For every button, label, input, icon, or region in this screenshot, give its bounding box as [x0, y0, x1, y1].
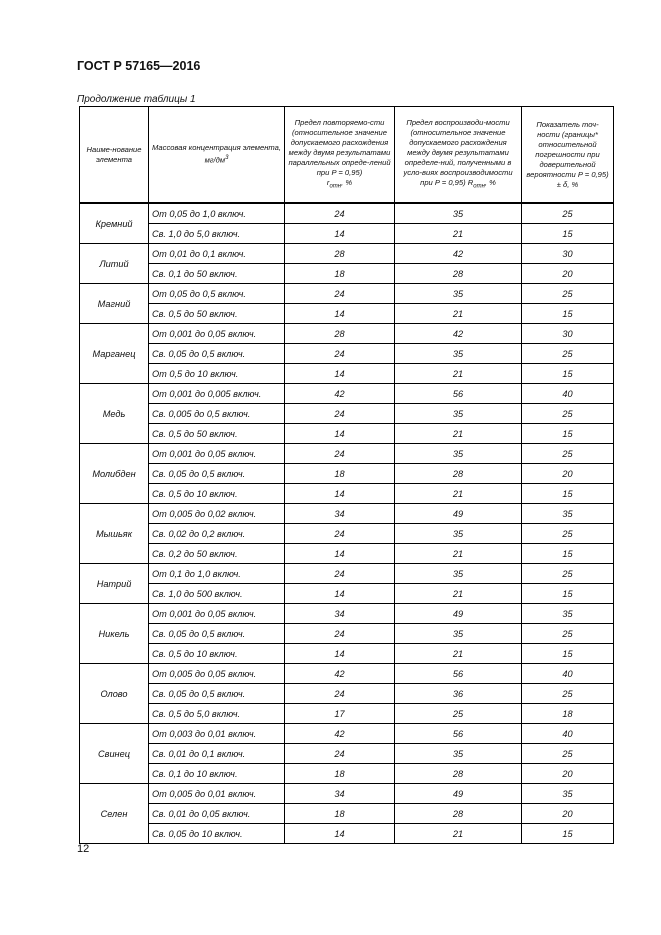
concentration-range-cell: От 0,003 до 0,01 включ. [149, 724, 285, 744]
accuracy-cell: 25 [522, 203, 614, 224]
table-row [80, 244, 614, 264]
reproducibility-cell: 35 [395, 444, 522, 464]
reproducibility-cell: 28 [395, 764, 522, 784]
repeatability-cell: 42 [285, 724, 395, 744]
element-name-cell: Олово [80, 664, 149, 724]
repeatability-cell: 28 [285, 244, 395, 264]
concentration-range-cell: Св. 0,2 до 50 включ. [149, 544, 285, 564]
repeatability-cell: 18 [285, 804, 395, 824]
reproducibility-cell: 49 [395, 784, 522, 804]
element-name-cell: Кремний [80, 203, 149, 244]
accuracy-cell: 15 [522, 364, 614, 384]
concentration-range-cell: Св. 0,01 до 0,1 включ. [149, 744, 285, 764]
accuracy-cell: 15 [522, 424, 614, 444]
concentration-range-cell: Св. 0,5 до 10 включ. [149, 484, 285, 504]
repeatability-cell: 14 [285, 224, 395, 244]
accuracy-cell: 15 [522, 824, 614, 844]
repeatability-cell: 18 [285, 764, 395, 784]
concentration-range-cell: От 0,05 до 1,0 включ. [149, 203, 285, 224]
repeatability-cell: 18 [285, 264, 395, 284]
table-row [80, 764, 614, 784]
table-row [80, 344, 614, 364]
reproducibility-cell: 49 [395, 504, 522, 524]
repeatability-cell: 14 [285, 484, 395, 504]
accuracy-cell: 20 [522, 804, 614, 824]
concentration-range-cell: От 0,001 до 0,05 включ. [149, 324, 285, 344]
accuracy-cell: 15 [522, 584, 614, 604]
reproducibility-cell: 28 [395, 464, 522, 484]
element-name-cell: Магний [80, 284, 149, 324]
table-row [80, 704, 614, 724]
table-row [80, 324, 614, 344]
table-row [80, 564, 614, 584]
concentration-range-cell: Св. 0,05 до 0,5 включ. [149, 684, 285, 704]
accuracy-cell: 18 [522, 704, 614, 724]
concentration-range-cell: Св. 0,1 до 10 включ. [149, 764, 285, 784]
repeatability-cell: 28 [285, 324, 395, 344]
repeatability-cell: 14 [285, 364, 395, 384]
accuracy-cell: 15 [522, 224, 614, 244]
accuracy-cell: 25 [522, 524, 614, 544]
reproducibility-cell: 21 [395, 484, 522, 504]
concentration-range-cell: От 0,001 до 0,05 включ. [149, 444, 285, 464]
repeatability-cell: 24 [285, 684, 395, 704]
accuracy-cell: 20 [522, 464, 614, 484]
reproducibility-cell: 21 [395, 824, 522, 844]
table-row [80, 404, 614, 424]
accuracy-cell: 25 [522, 564, 614, 584]
table-row [80, 524, 614, 544]
table-row [80, 284, 614, 304]
table-row [80, 684, 614, 704]
accuracy-cell: 35 [522, 504, 614, 524]
table-row [80, 824, 614, 844]
concentration-range-cell: Св. 0,5 до 5,0 включ. [149, 704, 285, 724]
concentration-range-cell: Св. 0,05 до 0,5 включ. [149, 624, 285, 644]
reproducibility-cell: 56 [395, 664, 522, 684]
accuracy-cell: 15 [522, 484, 614, 504]
reproducibility-cell: 49 [395, 604, 522, 624]
concentration-range-cell: Св. 0,1 до 50 включ. [149, 264, 285, 284]
element-name-cell: Селен [80, 784, 149, 844]
repeatability-cell: 24 [285, 624, 395, 644]
accuracy-cell: 25 [522, 684, 614, 704]
element-name-cell: Свинец [80, 724, 149, 784]
table-row [80, 664, 614, 684]
accuracy-cell: 30 [522, 244, 614, 264]
table-row [80, 644, 614, 664]
table-row [80, 604, 614, 624]
repeatability-cell: 24 [285, 404, 395, 424]
repeatability-cell: 24 [285, 284, 395, 304]
repeatability-cell: 14 [285, 584, 395, 604]
accuracy-cell: 25 [522, 624, 614, 644]
element-name-cell: Марганец [80, 324, 149, 384]
concentration-range-cell: От 0,005 до 0,05 включ. [149, 664, 285, 684]
accuracy-cell: 25 [522, 344, 614, 364]
accuracy-cell: 20 [522, 264, 614, 284]
reproducibility-cell: 56 [395, 724, 522, 744]
element-name-cell: Никель [80, 604, 149, 664]
table-row [80, 203, 614, 224]
table-row [80, 744, 614, 764]
accuracy-cell: 25 [522, 404, 614, 424]
concentration-range-cell: Св. 0,05 до 0,5 включ. [149, 344, 285, 364]
repeatability-cell: 24 [285, 744, 395, 764]
accuracy-cell: 15 [522, 544, 614, 564]
reproducibility-cell: 25 [395, 704, 522, 724]
table-header-row [80, 107, 614, 204]
reproducibility-cell: 21 [395, 424, 522, 444]
reproducibility-cell: 35 [395, 744, 522, 764]
table-row [80, 224, 614, 244]
reproducibility-cell: 21 [395, 364, 522, 384]
repeatability-cell: 14 [285, 644, 395, 664]
reproducibility-cell: 35 [395, 284, 522, 304]
repeatability-cell: 24 [285, 524, 395, 544]
reproducibility-cell: 21 [395, 584, 522, 604]
reproducibility-cell: 21 [395, 304, 522, 324]
concentration-range-cell: Св. 0,005 до 0,5 включ. [149, 404, 285, 424]
header-reproducibility: Предел воспроизводи-мости (относительное значение допускаемого расхождения между двумя результатами определе-ний, полученными в усло-виях воспроизводимости при P = 0,95) $R_{отн}$, % [395, 107, 522, 204]
concentration-range-cell: От 0,001 до 0,005 включ. [149, 384, 285, 404]
reproducibility-cell: 35 [395, 564, 522, 584]
repeatability-cell: 42 [285, 384, 395, 404]
repeatability-cell: 18 [285, 464, 395, 484]
element-name-cell: Медь [80, 384, 149, 444]
table-row [80, 304, 614, 324]
accuracy-cell: 15 [522, 304, 614, 324]
concentration-range-cell: Св. 0,05 до 10 включ. [149, 824, 285, 844]
accuracy-cell: 40 [522, 724, 614, 744]
page-number: 12 [77, 843, 90, 855]
reproducibility-cell: 28 [395, 264, 522, 284]
concentration-range-cell: Св. 0,02 до 0,2 включ. [149, 524, 285, 544]
repeatability-cell: 17 [285, 704, 395, 724]
accuracy-cell: 40 [522, 664, 614, 684]
accuracy-cell: 25 [522, 444, 614, 464]
accuracy-cell: 25 [522, 284, 614, 304]
data-table [79, 106, 614, 844]
accuracy-cell: 15 [522, 644, 614, 664]
reproducibility-cell: 35 [395, 624, 522, 644]
accuracy-cell: 40 [522, 384, 614, 404]
table-row [80, 464, 614, 484]
reproducibility-cell: 21 [395, 544, 522, 564]
concentration-range-cell: Св. 0,05 до 0,5 включ. [149, 464, 285, 484]
concentration-range-cell: Св. 0,5 до 10 включ. [149, 644, 285, 664]
concentration-range-cell: Св. 0,01 до 0,05 включ. [149, 804, 285, 824]
reproducibility-cell: 42 [395, 324, 522, 344]
concentration-range-cell: Св. 0,5 до 50 включ. [149, 424, 285, 444]
concentration-range-cell: Св. 1,0 до 5,0 включ. [149, 224, 285, 244]
concentration-range-cell: От 0,05 до 0,5 включ. [149, 284, 285, 304]
reproducibility-cell: 56 [395, 384, 522, 404]
table-row [80, 264, 614, 284]
concentration-range-cell: От 0,001 до 0,05 включ. [149, 604, 285, 624]
repeatability-cell: 34 [285, 784, 395, 804]
element-name-cell: Мышьяк [80, 504, 149, 564]
accuracy-cell: 25 [522, 744, 614, 764]
table-row [80, 364, 614, 384]
concentration-range-cell: Св. 1,0 до 500 включ. [149, 584, 285, 604]
table-row [80, 484, 614, 504]
concentration-range-cell: От 0,5 до 10 включ. [149, 364, 285, 384]
table-row [80, 544, 614, 564]
concentration-range-cell: От 0,005 до 0,02 включ. [149, 504, 285, 524]
reproducibility-cell: 36 [395, 684, 522, 704]
element-name-cell: Натрий [80, 564, 149, 604]
reproducibility-cell: 35 [395, 404, 522, 424]
header-repeatability: Предел повторяемо-сти (относительное значение допускаемого расхождения между двумя результатами параллельных опреде-лений при P = 0,95) $r_{отн}$, % [285, 107, 395, 204]
document-title: ГОСТ Р 57165—2016 [77, 59, 201, 73]
table-row [80, 504, 614, 524]
element-name-cell: Литий [80, 244, 149, 284]
concentration-range-cell: Св. 0,5 до 50 включ. [149, 304, 285, 324]
table-caption: Продолжение таблицы 1 [77, 94, 196, 105]
repeatability-cell: 24 [285, 344, 395, 364]
accuracy-cell: 35 [522, 784, 614, 804]
table-body [80, 203, 614, 844]
concentration-range-cell: От 0,01 до 0,1 включ. [149, 244, 285, 264]
table-row [80, 424, 614, 444]
table-row [80, 384, 614, 404]
table-row [80, 724, 614, 744]
table-row [80, 784, 614, 804]
reproducibility-cell: 42 [395, 244, 522, 264]
repeatability-cell: 42 [285, 664, 395, 684]
repeatability-cell: 14 [285, 424, 395, 444]
header-concentration: Массовая концентрация элемента, $мг/дм^3$ [149, 107, 285, 204]
reproducibility-cell: 35 [395, 344, 522, 364]
repeatability-cell: 14 [285, 824, 395, 844]
repeatability-cell: 14 [285, 544, 395, 564]
header-accuracy: Показатель точ-ности (границы* относительной погрешности при доверительной вероятности P = 0,95) ± δ, % [522, 107, 614, 204]
reproducibility-cell: 35 [395, 203, 522, 224]
reproducibility-cell: 21 [395, 644, 522, 664]
concentration-range-cell: От 0,1 до 1,0 включ. [149, 564, 285, 584]
reproducibility-cell: 28 [395, 804, 522, 824]
repeatability-cell: 34 [285, 604, 395, 624]
repeatability-cell: 34 [285, 504, 395, 524]
reproducibility-cell: 21 [395, 224, 522, 244]
concentration-range-cell: От 0,005 до 0,01 включ. [149, 784, 285, 804]
table-row [80, 584, 614, 604]
repeatability-cell: 24 [285, 203, 395, 224]
element-name-cell: Молибден [80, 444, 149, 504]
accuracy-cell: 35 [522, 604, 614, 624]
repeatability-cell: 24 [285, 564, 395, 584]
table-row [80, 804, 614, 824]
accuracy-cell: 20 [522, 764, 614, 784]
repeatability-cell: 14 [285, 304, 395, 324]
table-row [80, 624, 614, 644]
reproducibility-cell: 35 [395, 524, 522, 544]
accuracy-cell: 30 [522, 324, 614, 344]
header-element: Наиме-нование элемента [80, 107, 149, 204]
repeatability-cell: 24 [285, 444, 395, 464]
table-row [80, 444, 614, 464]
